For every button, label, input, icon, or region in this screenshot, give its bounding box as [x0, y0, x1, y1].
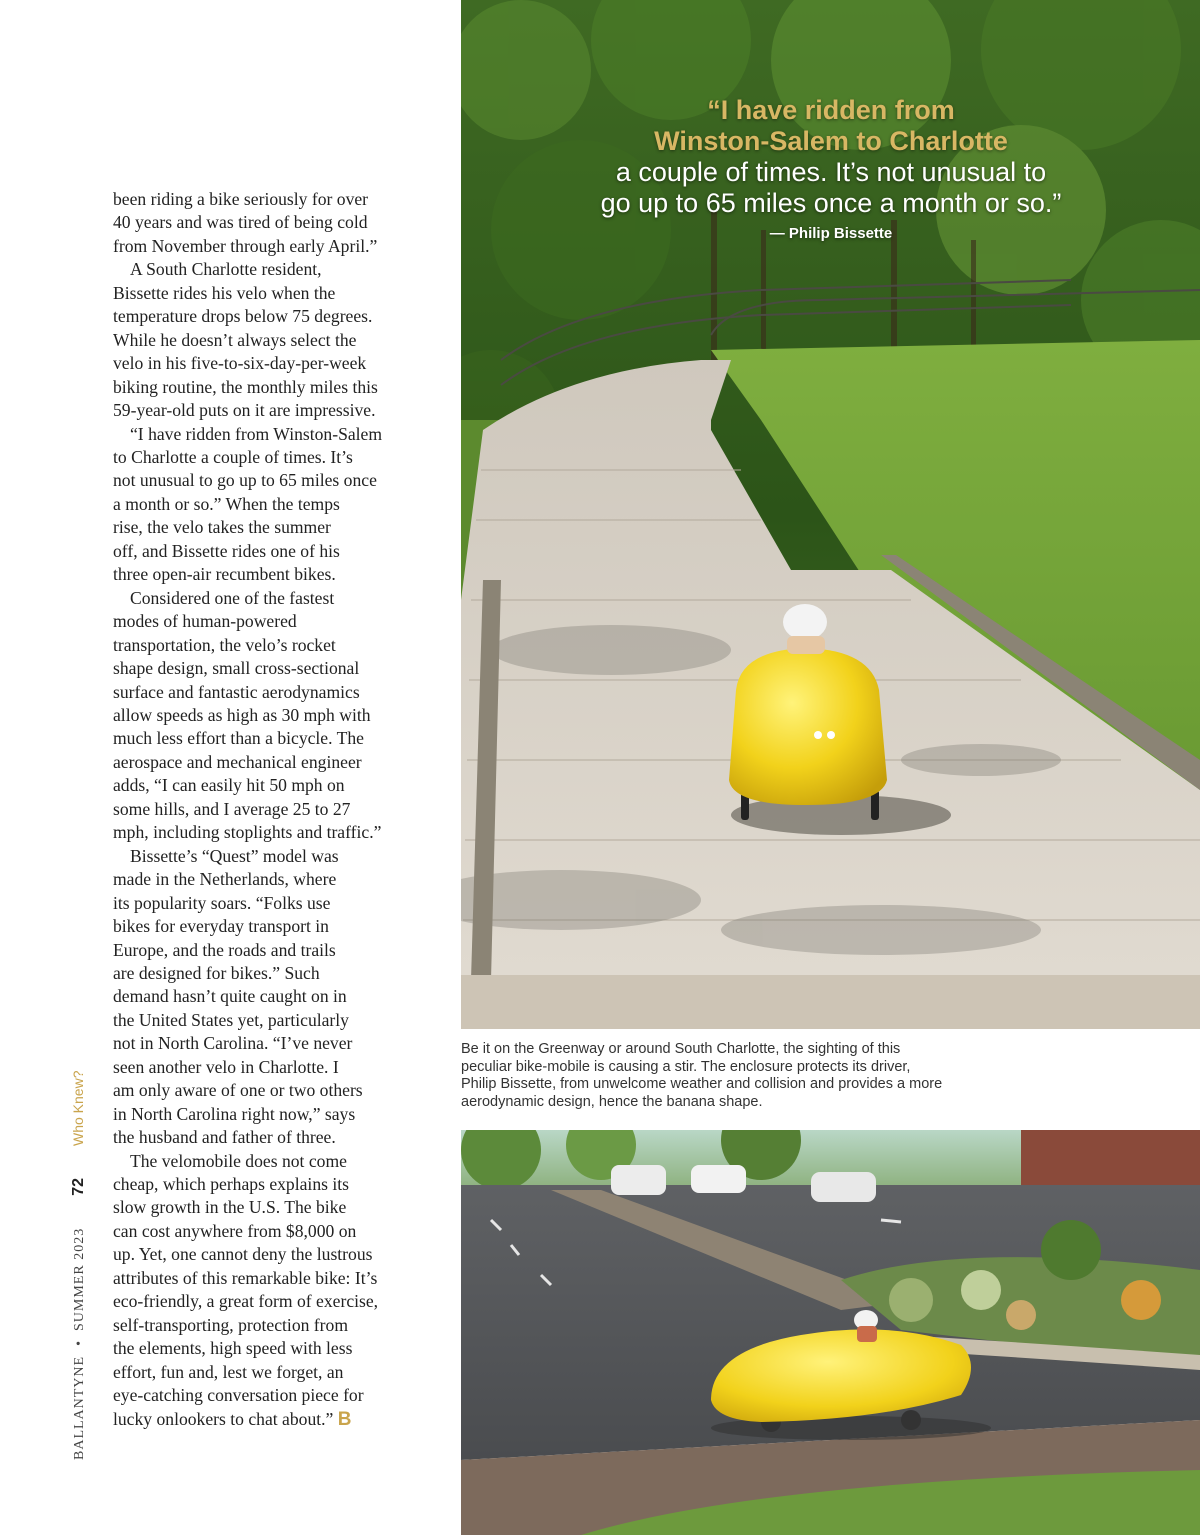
street-photo: [461, 1130, 1200, 1535]
velomobile-shell: [729, 648, 887, 805]
article-paragraph: A South Charlotte resident, Bissette rides his velo when the temperature drops below 75 degrees. While he doesn’t always select the velo in his five-to-six-day-per-week biking routine, the monthly miles this 59-year-old puts on it are impressive.: [113, 259, 378, 421]
car-white-1: [611, 1165, 666, 1195]
folio-separator: •: [72, 1340, 87, 1346]
rider-helmet: [783, 604, 827, 640]
street-photo-illustration: [461, 1130, 1200, 1535]
rider-face: [787, 636, 825, 654]
article-paragraph: Considered one of the fastest modes of human-powered transportation, the velo’s rocket shape design, small cross-sectional surface and fantastic aerodynamics allow speeds as high as 30 mph with much less effort than a bicycle. The aerospace and mechanical engineer adds, “I can easily hit 50 mph on some hills, and I average 25 to 27 mph, including stoplights and traffic.”: [113, 587, 382, 843]
page-folio: [70, 1071, 88, 1460]
photo-caption: Be it on the Greenway or around South Charlotte, the sighting of this peculiar bike-mobile is causing a stir. The enclosure protects its driver, Philip Bissette, from unwelcome weather and collision and provides a more aerodynamic design, hence the banana shape.: [461, 1041, 943, 1110]
pull-quote-attribution: — Philip Bissette: [769, 225, 893, 242]
article-paragraph: Bissette’s “Quest” model was made in the Netherlands, where its popularity soars. “Folks use bikes for everyday transport in Europe, and the roads and trails are designed for bikes.” Such demand hasn’t quite caught on in the United States yet, particularly not in North Carolina. “I’ve never seen another velo in Charlotte. I am only aware of one or two others in North Carolina right now,” says the husband and father of three.: [113, 845, 363, 1148]
car-white-3: [811, 1172, 876, 1202]
street-rider-face: [857, 1326, 877, 1342]
article-paragraph: “I have ridden from Winston-Salem to Charlotte a couple of times. It’s not unusual to go up to 65 miles once a month or so.” When the temps rise, the velo takes the summer off, and Bissette rides one of his three open-air recumbent bikes.: [113, 423, 383, 585]
article-body: [113, 188, 423, 1431]
article-paragraph: been riding a bike seriously for over 40 years and was tired of being cold from November through early April.”: [113, 189, 378, 256]
issue-label: SUMMER 2023: [72, 1227, 87, 1331]
pull-quote: [501, 95, 1161, 242]
pull-quote-text: a couple of times. It’s not unusual to go up to 65 miles once a month or so.”: [600, 157, 1062, 218]
article-paragraph-text: The velomobile does not come cheap, which perhaps explains its slow growth in the U.S. The bike can cost anywhere from $8,000 on up. Yet, one cannot deny the lustrous attributes of this remarkable bike: It’s eco-friendly, a great form of exercise, self-transporting, protection from the elements, high speed with less effort, fun and, lest we forget, an eye-catching conversation piece for lucky onlookers to chat about.”: [113, 1150, 379, 1429]
car-white-2: [691, 1165, 746, 1193]
greenway-photo: [461, 0, 1200, 1029]
ground-foreground: [461, 975, 1200, 1029]
end-mark-logo: B: [337, 1408, 352, 1430]
pull-quote-highlight: “I have ridden from Winston-Salem to Charlotte: [654, 95, 1008, 156]
article-paragraph-last: [113, 1150, 423, 1431]
publication-name: BALLANTYNE: [72, 1355, 87, 1460]
page-number: 72: [70, 1178, 87, 1196]
section-name: Who Knew?: [70, 1070, 86, 1146]
